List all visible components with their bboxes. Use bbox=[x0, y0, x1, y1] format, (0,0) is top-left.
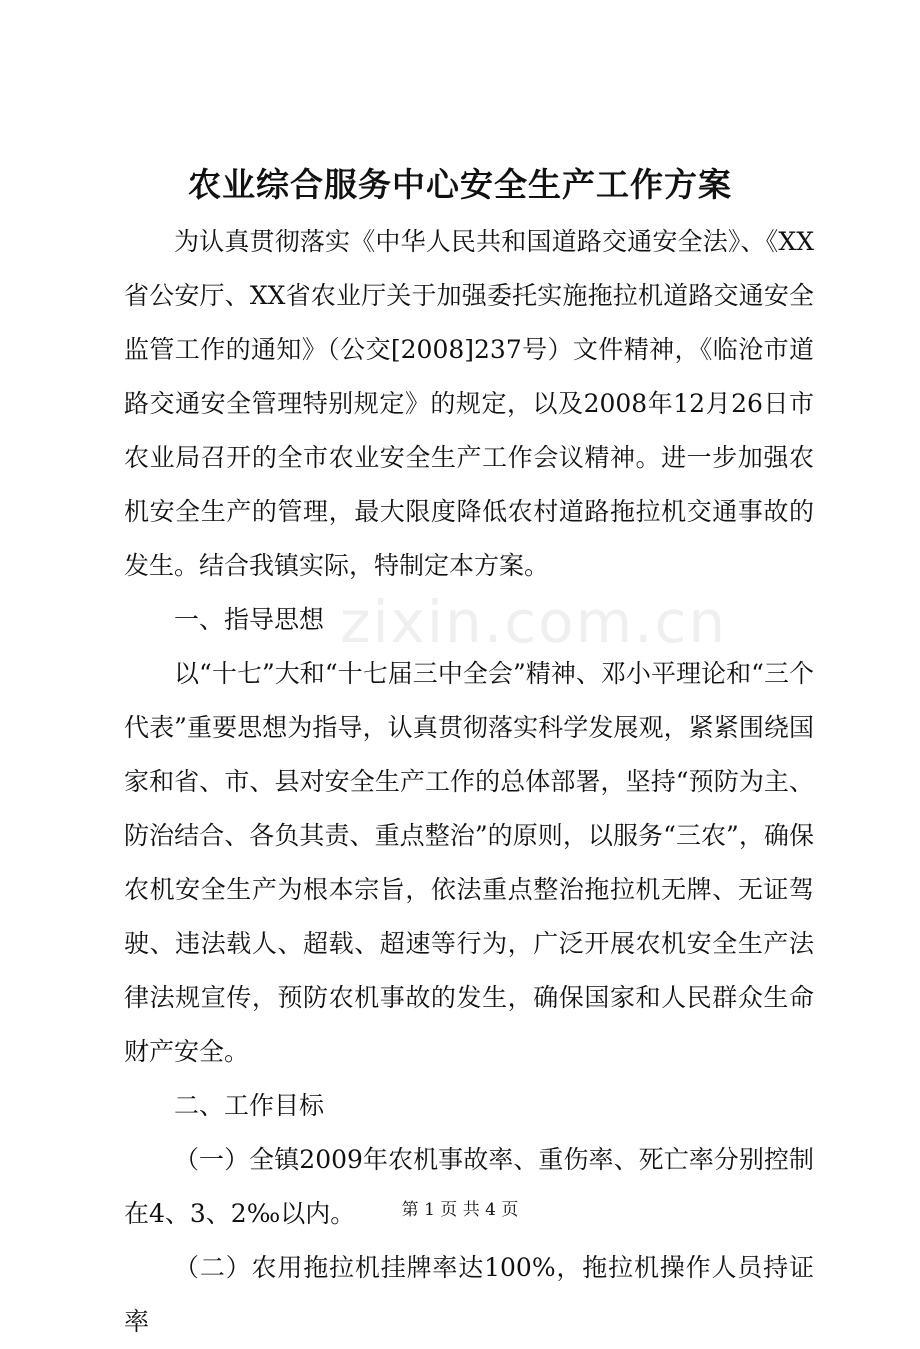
paragraph-intro: 为认真贯彻落实《中华人民共和国道路交通安全法》、《XX省公安厅、XX省农业厅关于加强委托实施拖拉机道路交通安全监管工作的通知》（公交[2008]237号）文件精神，《临沧市道路交通安全管理特别规定》的规定，以及2008年12月26日市农业局召开的全市农业安全生产工作会议精神。进一步加强农机安全生产的管理，最大限度降低农村道路拖拉机交通事故的发生。结合我镇实际，特制定本方案。 bbox=[124, 227, 814, 580]
paragraph-goal-2: （二）农用拖拉机挂牌率达100%，拖拉机操作人员持证率 bbox=[124, 1253, 814, 1336]
section-heading-guiding-ideology: 一、指导思想 bbox=[174, 605, 325, 634]
paragraph-goal-1: （一）全镇2009年农机事故率、重伤率、死亡率分别控制在4、3、2‰以内。 bbox=[124, 1145, 814, 1228]
paragraph-guiding-ideology: 以“十七”大和“十七届三中全会”精神、邓小平理论和“三个代表”重要思想为指导，认真贯彻落实科学发展观，紧紧围绕国家和省、市、县对安全生产工作的总体部署，坚持“预防为主、防治结合、各负其责、重点整治”的原则，以服务“三农”，确保农机安全生产为根本宗旨，依法重点整治拖拉机无牌、无证驾驶、违法载人、超载、超速等行为，广泛开展农机安全生产法律法规宣传，预防农机事故的发生，确保国家和人民群众生命财产安全。 bbox=[124, 659, 814, 1066]
document-body bbox=[124, 215, 814, 1349]
section-heading-work-goals: 二、工作目标 bbox=[174, 1091, 325, 1120]
watermark: zixin.com.cn bbox=[340, 588, 728, 656]
page-footer: 第 1 页 共 4 页 bbox=[401, 1200, 519, 1220]
document-title: 农业综合服务中心安全生产工作方案 bbox=[188, 165, 732, 204]
